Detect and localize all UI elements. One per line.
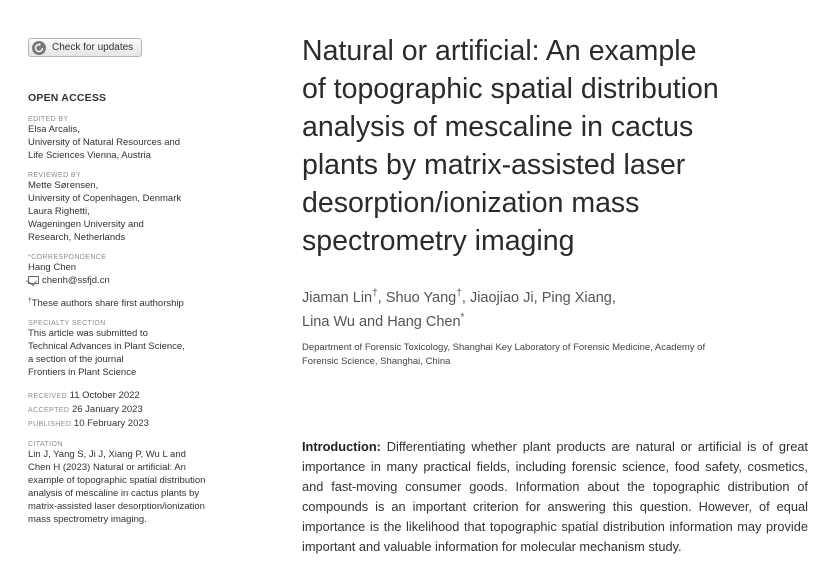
abstract-text: Differentiating whether plant products are natural or artificial is of great importance in many practical fields, including forensic science, food safety, cosmetics, and fast-moving consumer goods. Information about the topographic distribution of compounds is an important criterion for answering this question. However, of equal importance is the likelihood that topographic spatial distribution information may provide important and valuable information for molecular mechanism study. (302, 439, 808, 554)
check-for-updates-button[interactable] (28, 38, 142, 57)
published-label: PUBLISHED (28, 420, 72, 428)
reviewer-line: Laura Righetti, (28, 205, 90, 217)
refresh-icon (32, 41, 46, 55)
citation-line: Chen H (2023) Natural or artificial: An (28, 461, 186, 473)
author-name[interactable]: Jiaojiao Ji (469, 290, 534, 306)
title-line: plants by matrix-assisted laser (302, 149, 686, 181)
citation-line: analysis of mescaline in cactus plants by (28, 487, 200, 499)
dates-section (28, 389, 228, 431)
open-access-label: OPEN ACCESS (28, 91, 107, 104)
article-title (302, 32, 817, 260)
author-name[interactable]: Lina Wu (302, 314, 355, 330)
citation-line: matrix-assisted laser desorption/ionization (28, 500, 205, 512)
citation-line: example of topographic spatial distribution (28, 474, 206, 486)
check-for-updates-label: Check for updates (52, 42, 134, 53)
specialty-line: This article was submitted to (28, 327, 148, 339)
correspondence-name: Hang Chen (28, 261, 77, 273)
title-line: desorption/ionization mass (302, 187, 640, 219)
specialty-line: a section of the journal (28, 353, 124, 365)
author-list (302, 286, 802, 334)
specialty-line: Technical Advances in Plant Science, (28, 340, 185, 352)
accepted-date: 26 January 2023 (71, 403, 143, 415)
edited-by-label: EDITED BY (28, 115, 69, 123)
reviewed-by-section (28, 172, 228, 244)
abstract-introduction (302, 437, 808, 557)
article-info-sidebar (28, 38, 228, 526)
received-date: 11 October 2022 (69, 389, 140, 401)
title-line: spectrometry imaging (302, 225, 575, 257)
reviewer-line: Research, Netherlands (28, 231, 126, 243)
first-authorship-text: These authors share first authorship (31, 297, 184, 309)
author-name[interactable]: Hang Chen (387, 314, 461, 330)
title-line: Natural or artificial: An example (302, 35, 697, 67)
abstract-heading: Introduction: (302, 439, 381, 454)
first-authorship-note (28, 297, 228, 310)
received-label: RECEIVED (28, 392, 67, 400)
dagger-mark: † (372, 288, 378, 300)
citation-label: CITATION (28, 440, 63, 448)
dagger-mark: † (456, 288, 462, 300)
affiliation-line: Department of Forensic Toxicology, Shanghai Key Laboratory of Forensic Medicine, Academy of (302, 342, 706, 353)
author-line (302, 286, 802, 310)
correspondence-email-link[interactable]: chenh@ssfjd.cn (42, 274, 110, 286)
author-name[interactable]: Ping Xiang (541, 290, 612, 306)
accepted-date-row (28, 403, 228, 417)
author-name[interactable]: Shuo Yang (385, 290, 457, 306)
author-affiliation (302, 341, 802, 369)
corresponding-author-mark: * (460, 312, 465, 324)
affiliation-line: Forensic Science, Shanghai, China (302, 356, 451, 367)
author-separator: , (611, 290, 616, 306)
received-date-row (28, 389, 228, 403)
edited-by-section (28, 116, 228, 162)
dagger-mark: † (28, 296, 32, 304)
citation-line: mass spectrometry imaging. (28, 513, 147, 525)
accepted-label: ACCEPTED (28, 406, 70, 414)
reviewer-line: University of Copenhagen, Denmark (28, 192, 182, 204)
correspondence-email-row (28, 274, 228, 287)
editor-line: University of Natural Resources and (28, 136, 181, 148)
reviewer-line: Wageningen University and (28, 218, 144, 230)
correspondence-label: *CORRESPONDENCE (28, 253, 107, 261)
published-date-row (28, 417, 228, 431)
specialty-label: SPECIALTY SECTION (28, 319, 106, 327)
author-and: and (354, 314, 388, 330)
author-separator: , (377, 290, 386, 306)
author-line (302, 310, 802, 334)
citation-line: Lin J, Yang S, Ji J, Xiang P, Wu L and (28, 448, 186, 460)
title-line: of topographic spatial distribution (302, 73, 719, 105)
title-line: analysis of mescaline in cactus (302, 111, 694, 143)
author-separator: , (461, 290, 470, 306)
citation-section (28, 441, 228, 526)
reviewed-by-label: REVIEWED BY (28, 171, 82, 179)
correspondence-section (28, 254, 228, 287)
specialty-line: Frontiers in Plant Science (28, 366, 137, 378)
author-name[interactable]: Jiaman Lin (302, 290, 373, 306)
editor-line: Elsa Arcalis, (28, 123, 80, 135)
editor-line: Life Sciences Vienna, Austria (28, 149, 151, 161)
published-date: 10 February 2023 (73, 417, 149, 429)
reviewer-line: Mette Sørensen, (28, 179, 99, 191)
envelope-icon (28, 276, 39, 284)
specialty-section (28, 320, 228, 379)
author-separator: , (533, 290, 542, 306)
